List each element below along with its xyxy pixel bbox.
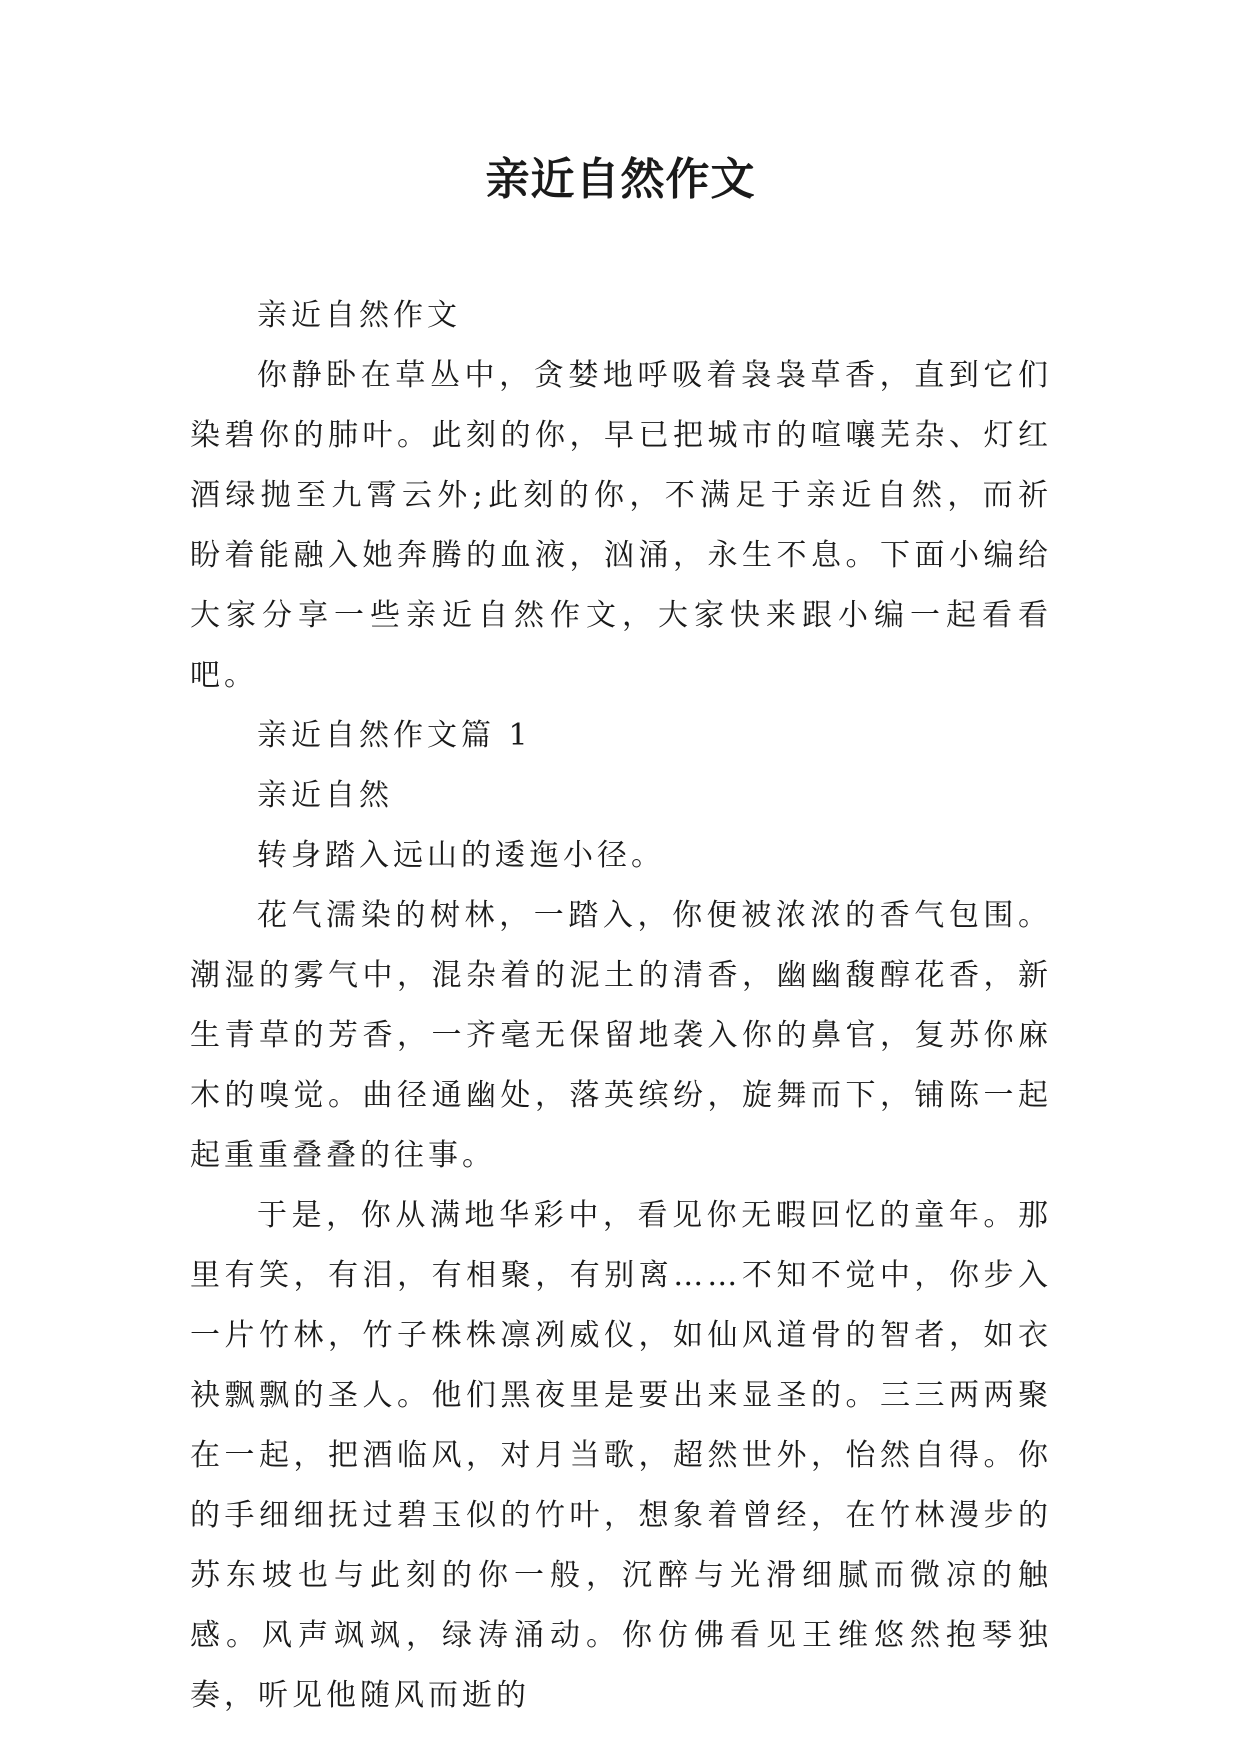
paragraph: 你静卧在草丛中，贪婪地呼吸着袅袅草香，直到它们染碧你的肺叶。此刻的你，早已把城市的喧嚷芜杂、灯红酒绿抛至九霄云外;此刻的你，不满足于亲近自然，而祈盼着能融入她奔腾的血液，汹涌，永生不息。下面小编给大家分享一些亲近自然作文，大家快来跟小编一起看看吧。 (190, 358, 1052, 693)
paragraph: 转身踏入远山的逶迤小径。 (257, 838, 665, 873)
document-title: 亲近自然作文 (485, 154, 756, 205)
paragraph: 亲近自然作文篇 1 (257, 718, 532, 753)
paragraph: 亲近自然作文 (257, 298, 461, 333)
paragraph: 于是，你从满地华彩中，看见你无暇回忆的童年。那里有笑，有泪，有相聚，有别离……不知不觉中，你步入一片竹林，竹子株株凛冽威仪，如仙风道骨的智者，如衣袂飘飘的圣人。他们黑夜里是要出来显圣的。三三两两聚在一起，把酒临风，对月当歌，超然世外，怡然自得。你的手细细抚过碧玉似的竹叶，想象着曾经，在竹林漫步的苏东坡也与此刻的你一般，沉醉与光滑细腻而微凉的触感。风声飒飒，绿涛涌动。你仿佛看见王维悠然抱琴独奏，听见他随风而逝的 (190, 1198, 1052, 1713)
paragraph: 亲近自然 (257, 778, 393, 813)
paragraph: 花气濡染的树林，一踏入，你便被浓浓的香气包围。潮湿的雾气中，混杂着的泥土的清香，幽幽馥醇花香，新生青草的芳香，一齐毫无保留地袭入你的鼻官，复苏你麻木的嗅觉。曲径通幽处，落英缤纷，旋舞而下，铺陈一起起重重叠叠的往事。 (190, 898, 1052, 1173)
document-body (190, 286, 1052, 1726)
